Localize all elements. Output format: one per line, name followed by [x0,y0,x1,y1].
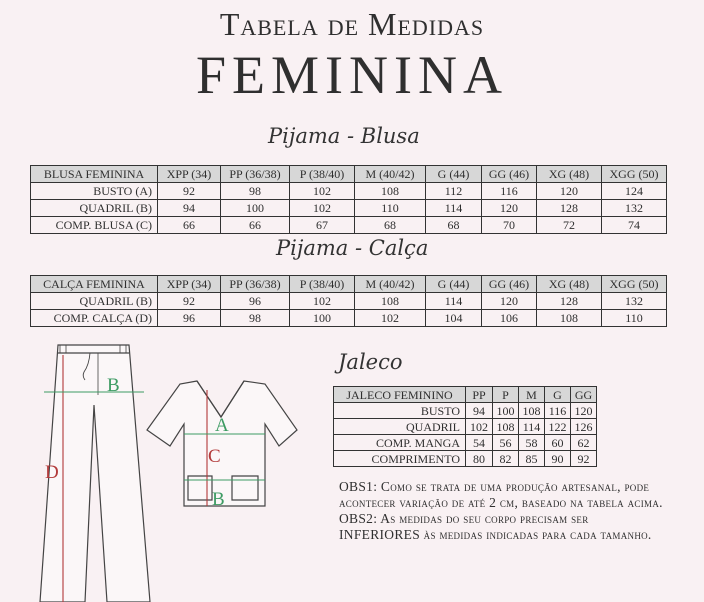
table-title-cell: JALECO FEMININO [334,387,466,403]
size-header-cell: P (38/40) [290,166,355,183]
measurement-value-cell: 94 [466,403,493,419]
measurement-value-cell: 110 [602,310,667,327]
pants-hip-label: B [107,375,120,396]
measurement-value-cell: 92 [571,451,597,467]
size-header-cell: GG [571,387,597,403]
measurement-label-cell: COMP. CALÇA (D) [31,310,158,327]
shirt-hip-label: B [212,489,225,510]
measurement-label-cell: BUSTO (A) [31,183,158,200]
size-header-cell: M (40/42) [355,276,426,293]
measurement-value-cell: 100 [290,310,355,327]
measurement-value-cell: 56 [493,435,519,451]
measurement-value-cell: 68 [355,217,426,234]
measurement-label-cell: BUSTO [334,403,466,419]
measurement-label-cell: COMP. MANGA [334,435,466,451]
size-header-cell: G [545,387,571,403]
size-header-cell: PP (36/38) [221,276,290,293]
notes-block [339,479,669,543]
measurement-value-cell: 122 [545,419,571,435]
measurement-value-cell: 82 [493,451,519,467]
section-title-blusa: Pijama - Blusa [268,124,420,148]
measurement-label-cell: COMPRIMENTO [334,451,466,467]
measurement-value-cell: 67 [290,217,355,234]
size-header-cell: GG (46) [482,276,537,293]
size-header-cell: M (40/42) [355,166,426,183]
measurement-value-cell: 94 [158,200,221,217]
measurement-value-cell: 80 [466,451,493,467]
measurement-value-cell: 128 [537,293,602,310]
table-title-cell: CALÇA FEMININA [31,276,158,293]
measurement-value-cell: 108 [355,293,426,310]
measurement-value-cell: 70 [482,217,537,234]
measurement-value-cell: 108 [537,310,602,327]
measurement-label-cell: QUADRIL (B) [31,200,158,217]
size-header-cell: G (44) [426,166,482,183]
measurement-value-cell: 102 [355,310,426,327]
size-header-cell: XGG (50) [602,276,667,293]
measurement-value-cell: 132 [602,293,667,310]
measurement-value-cell: 66 [158,217,221,234]
measurement-value-cell: 120 [537,183,602,200]
measurement-value-cell: 116 [545,403,571,419]
measurement-value-cell: 66 [221,217,290,234]
measurement-value-cell: 102 [466,419,493,435]
measurement-value-cell: 108 [355,183,426,200]
measurement-label-cell: QUADRIL (B) [31,293,158,310]
measurement-value-cell: 96 [158,310,221,327]
measurement-value-cell: 96 [221,293,290,310]
shirt-length-label: C [208,446,221,467]
measurement-label-cell: QUADRIL [334,419,466,435]
measurement-value-cell: 92 [158,183,221,200]
measurement-value-cell: 98 [221,183,290,200]
measurement-value-cell: 100 [493,403,519,419]
section-title-jaleco: Jaleco [338,350,403,374]
measurement-value-cell: 102 [290,293,355,310]
measurement-value-cell: 62 [571,435,597,451]
measurement-value-cell: 114 [519,419,545,435]
size-header-cell: XPP (34) [158,276,221,293]
shirt-bust-label: A [215,415,229,436]
size-header-cell: XG (48) [537,166,602,183]
shirt-illustration [147,381,297,506]
measurement-value-cell: 60 [545,435,571,451]
measurement-value-cell: 68 [426,217,482,234]
note-obs2: OBS2: As medidas do seu corpo precisam ser INFERIORES às medidas indicadas para cada tamanho. [339,511,652,542]
measurement-value-cell: 132 [602,200,667,217]
measurement-value-cell: 100 [221,200,290,217]
measurement-value-cell: 124 [602,183,667,200]
size-header-cell: P [493,387,519,403]
measurement-value-cell: 120 [482,200,537,217]
measurement-value-cell: 102 [290,183,355,200]
measurement-value-cell: 98 [221,310,290,327]
size-header-cell: GG (46) [482,166,537,183]
measurement-value-cell: 90 [545,451,571,467]
size-header-cell: PP [466,387,493,403]
measurement-value-cell: 72 [537,217,602,234]
size-header-cell: M [519,387,545,403]
size-header-cell: P (38/40) [290,276,355,293]
measurement-value-cell: 54 [466,435,493,451]
measurement-value-cell: 110 [355,200,426,217]
size-header-cell: XGG (50) [602,166,667,183]
table-title-cell: BLUSA FEMININA [31,166,158,183]
measurement-value-cell: 106 [482,310,537,327]
measurement-value-cell: 58 [519,435,545,451]
measurement-value-cell: 108 [493,419,519,435]
measurement-value-cell: 108 [519,403,545,419]
measurement-value-cell: 104 [426,310,482,327]
title-line-2: FEMININA [196,45,508,105]
measurement-value-cell: 128 [537,200,602,217]
measurement-value-cell: 126 [571,419,597,435]
note-obs1: OBS1: Como se trata de uma produção artesanal, pode acontecer variação de até 2 cm, baseado na tabela acima. [339,479,663,510]
section-title-calca: Pijama - Calça [276,236,429,260]
measurement-value-cell: 114 [426,293,482,310]
measurement-value-cell: 120 [482,293,537,310]
measurement-label-cell: COMP. BLUSA (C) [31,217,158,234]
pants-length-label: D [45,462,59,483]
size-header-cell: XG (48) [537,276,602,293]
measurement-value-cell: 102 [290,200,355,217]
size-header-cell: G (44) [426,276,482,293]
measurement-value-cell: 92 [158,293,221,310]
measurement-value-cell: 74 [602,217,667,234]
measurement-value-cell: 112 [426,183,482,200]
measurement-value-cell: 85 [519,451,545,467]
size-header-cell: PP (36/38) [221,166,290,183]
measurement-value-cell: 114 [426,200,482,217]
measurement-value-cell: 116 [482,183,537,200]
measurement-value-cell: 120 [571,403,597,419]
title-line-1: Tabela de Medidas [219,6,485,42]
size-header-cell: XPP (34) [158,166,221,183]
